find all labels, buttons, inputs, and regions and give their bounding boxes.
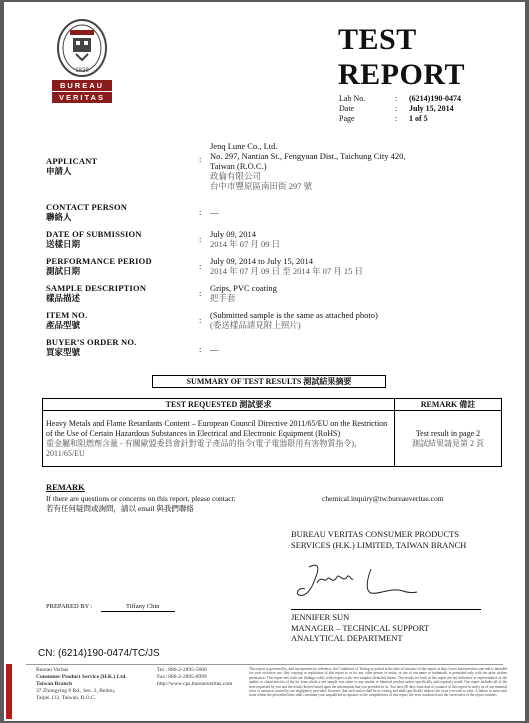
- remark-line-zh: 若有任何疑問或詢問，請以 email 與我們聯絡: [46, 504, 194, 513]
- field-label-en: DATE OF SUBMISSION: [46, 229, 142, 239]
- footer-addr-line: Taipei 112, Taiwan, R.O.C.: [36, 695, 97, 701]
- applicant-name: Jenq Lune Co., Ltd.: [210, 141, 278, 151]
- page-value: 1 of 5: [409, 114, 428, 123]
- footer-fax: Fax: 886-2-2895-6999: [157, 674, 207, 680]
- footer-addr-line: 37 Zhongying 8 Rd., Sec. 2, Beitou,: [36, 688, 116, 694]
- page-footer: [4, 662, 525, 721]
- test-results-table: [42, 398, 502, 467]
- company-line2: SERVICES (H.K.) LIMITED, TAIWAN BRANCH: [291, 540, 467, 550]
- table-header-row: [43, 399, 502, 411]
- contact-email[interactable]: chemical.inquiry@tw.bureauveritas.com: [322, 494, 444, 503]
- date-label: Date: [339, 104, 355, 113]
- date-value: July 15, 2014: [409, 104, 454, 113]
- field-label-en: PERFORMANCE PERIOD: [46, 256, 152, 266]
- item-no-label: [46, 310, 87, 330]
- date-of-submission-label: [46, 229, 142, 249]
- footer-legal-text: This report is governed by, and incorporates by reference, the Conditions of Testing as posted at the date of issuance of this report at http://www.bureauveritas.com and is intended for your exclusive use. Any copying or replication of this report to or for any other person or entity, or use of our name or trademark, is permitted only with our prior written permission. This report sets forth our findings solely with respect to the test samples identified herein. The results set forth in this report are not indicative or representative of the quality or characteristics of the lot from which a test sample was taken or any similar or identical product unless specifically and expressly noted. Our report includes all of the tests requested by you and the results thereof based upon the information that you provided to us. You have 60 days from date of issuance of this report to notify us of any material error or omission caused by our negligence; provided, however, that such notice shall be in writing and shall specifically address the issue you wish to raise. A failure to raise such issue within the prescribed time shall constitute your unqualified acceptance of the completeness of this report, the tests conducted and the correctness of the report contents.: [249, 667, 507, 698]
- report-meta: [339, 94, 461, 124]
- item-no-value: [210, 310, 378, 330]
- colon: :: [199, 154, 202, 164]
- footer-contact: [157, 667, 232, 688]
- footer-addr-line: Consumer Product Service (H.K.) Ltd.: [36, 674, 127, 680]
- logo-year: 1828: [75, 68, 89, 74]
- colon: :: [199, 261, 202, 271]
- footer-tel: Tel : 886-2-2895-5666: [157, 667, 207, 673]
- table-header-remark: REMARK 備註: [395, 399, 502, 411]
- colon: :: [199, 315, 202, 325]
- table-row: [43, 411, 502, 467]
- lab-no-value: (6214)190-0474: [409, 94, 461, 103]
- remark-zh: 測試結果請見第 2 頁: [412, 438, 484, 448]
- footer-divider: [26, 664, 503, 665]
- buyers-order-no-value: —: [210, 344, 219, 354]
- cn-number: CN: (6214)190-0474/TC/JS: [38, 648, 160, 659]
- prepared-by-label: PREPARED BY :: [46, 603, 93, 610]
- applicant-value: [210, 141, 405, 191]
- signatory-title1: MANAGER – TECHNICAL SUPPORT: [291, 622, 430, 633]
- company-name: [291, 529, 466, 551]
- field-label-zh: 產品型號: [46, 320, 81, 330]
- signatory-info: [291, 612, 429, 644]
- prepared-by-line: [101, 611, 175, 612]
- colon: :: [199, 207, 202, 217]
- field-label-en: CONTACT PERSON: [46, 202, 128, 212]
- buyers-order-no-label: [46, 337, 137, 357]
- page-label: Page: [339, 114, 355, 123]
- applicant-address-zh: 台中市豐原區南田街 297 號: [210, 181, 313, 191]
- performance-period-value: [210, 256, 363, 276]
- signature-line: [291, 609, 481, 610]
- colon: :: [199, 234, 202, 244]
- sample-description-zh: 把手套: [210, 293, 236, 303]
- handwritten-signature-icon: [291, 557, 421, 607]
- remark-text: [46, 494, 236, 514]
- sample-description-value: [210, 283, 277, 303]
- contact-person-value: —: [210, 207, 219, 217]
- field-label-zh: 聯絡人: [46, 212, 72, 222]
- applicant-name-zh: 政倫有限公司: [210, 171, 262, 181]
- lab-no-label: Lab No.: [339, 94, 366, 103]
- bureau-veritas-logo: [52, 18, 112, 104]
- report-title-line1: TEST: [338, 23, 417, 56]
- footer-addr-line: Bureau Veritas: [36, 667, 69, 673]
- remark-heading: REMARK: [46, 482, 85, 492]
- logo-band-bureau: BUREAU: [52, 80, 112, 91]
- remark-en: Test result in page 2: [415, 428, 481, 438]
- item-no-zh: (委送樣品請見附上照片): [210, 320, 301, 330]
- remark-line-en: If there are questions or concerns on this report, please contact:: [46, 494, 236, 503]
- colon: :: [395, 114, 398, 123]
- field-label-en: BUYER’S ORDER NO.: [46, 337, 137, 347]
- logo-emblem-icon: [52, 18, 112, 80]
- applicant-address-line1: No. 297, Nantian St., Fengyuan Dist., Taichung City 420,: [210, 151, 406, 161]
- company-line1: BUREAU VERITAS CONSUMER PRODUCTS: [291, 529, 460, 539]
- sample-description-en: Grips, PVC coating: [210, 283, 277, 293]
- report-title-line2: REPORT: [338, 58, 465, 91]
- applicant-label: [46, 156, 97, 176]
- colon: :: [395, 94, 398, 103]
- field-label-zh: 申請人: [46, 166, 72, 176]
- footer-website-link[interactable]: http://www.cps.bureauveritas.com: [157, 681, 233, 687]
- field-label-en: ITEM NO.: [46, 310, 88, 320]
- summary-title: SUMMARY OF TEST RESULTS 測試結果摘要: [152, 375, 386, 388]
- footer-address: [36, 667, 127, 702]
- field-label-zh: 測試日期: [46, 266, 81, 276]
- date-of-submission-value: [210, 229, 280, 249]
- item-no-en: (Submitted sample is the same as attached photo): [210, 310, 378, 320]
- submission-date-en: July 09, 2014: [210, 229, 257, 239]
- report-page: [4, 2, 525, 721]
- signatory-name: JENNIFER SUN: [291, 612, 350, 622]
- field-label-en: SAMPLE DESCRIPTION: [46, 283, 147, 293]
- prepared-by-name: Tiffany Chin: [126, 603, 160, 610]
- field-label-en: APPLICANT: [46, 156, 98, 166]
- field-label-zh: 樣品描述: [46, 293, 81, 303]
- performance-period-label: [46, 256, 152, 276]
- footer-red-bar: [6, 664, 12, 719]
- test-requested-en: Heavy Metals and Flame Retardants Content – European Council Directive 2011/65/EU on the Restriction of the Use of Certain Hazardous Substances in Electrical and Electronic Equipment (RoHS): [46, 418, 388, 438]
- submission-date-zh: 2014 年 07 月 09 日: [210, 239, 281, 249]
- table-header-test: TEST REQUESTED 測試要求: [43, 399, 395, 411]
- logo-band-veritas: VERITAS: [52, 92, 112, 103]
- colon: :: [199, 344, 202, 354]
- field-label-zh: 送樣日期: [46, 239, 81, 249]
- sample-description-label: [46, 283, 146, 303]
- performance-period-zh: 2014 年 07 月 09 日 至 2014 年 07 月 15 日: [210, 266, 364, 276]
- test-requested-zh: 重金屬和阻燃劑含量 - 有關歐盟委員會針對電子產品的指令(電子電器限用有害物質指令)，2011/65/EU: [46, 438, 362, 458]
- contact-person-label: [46, 202, 127, 222]
- remark-cell: [395, 411, 502, 467]
- colon: :: [395, 104, 398, 113]
- performance-period-en: July 09, 2014 to July 15, 2014: [210, 256, 313, 266]
- field-label-zh: 買家型號: [46, 347, 81, 357]
- test-requested-cell: [43, 411, 395, 467]
- footer-addr-line: Taiwan Branch: [36, 681, 73, 687]
- colon: :: [199, 288, 202, 298]
- signatory-title2: ANALYTICAL DEPARTMENT: [291, 633, 403, 643]
- applicant-address-line2: Taiwan (R.O.C.): [210, 161, 267, 171]
